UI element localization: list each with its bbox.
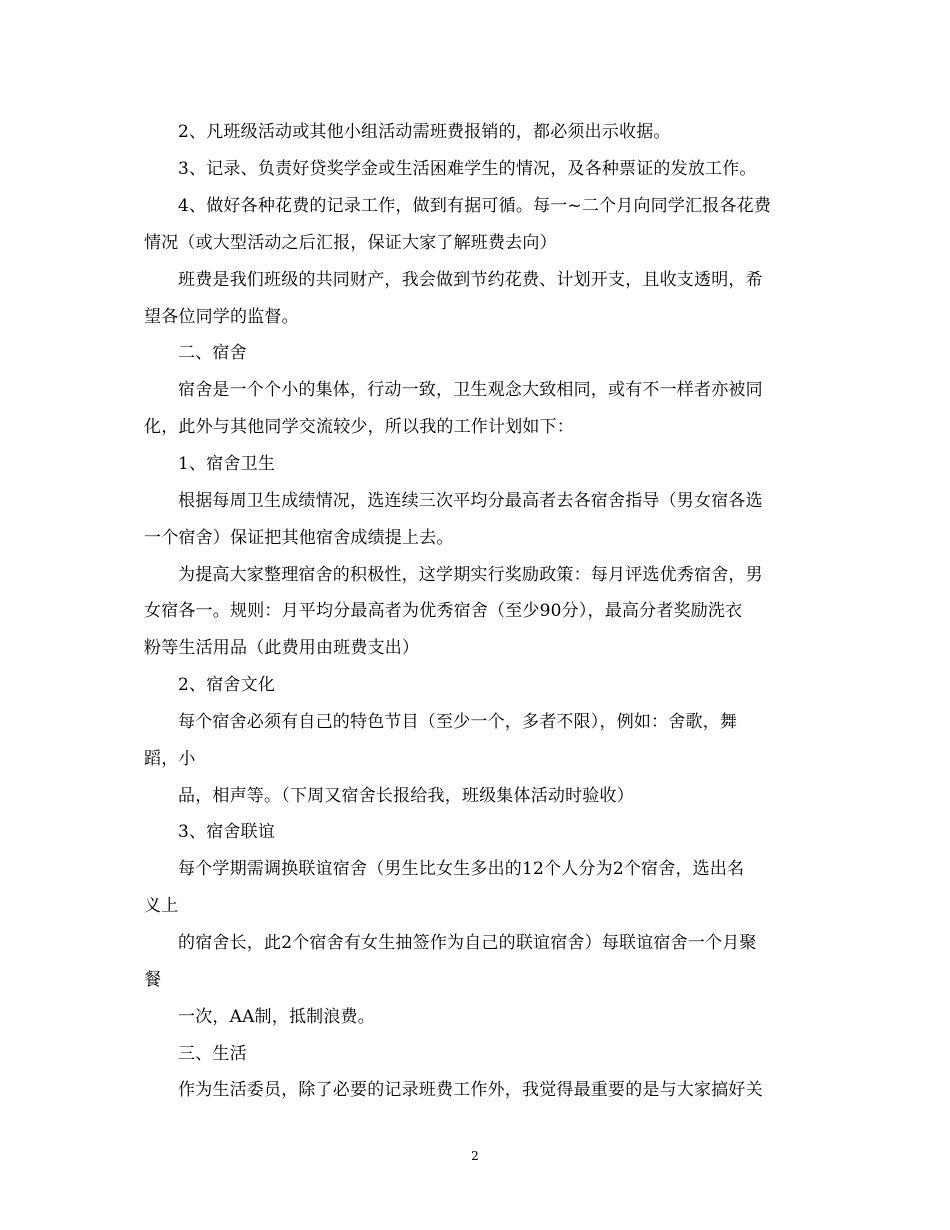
- paragraph-line: 蹈，小: [144, 749, 196, 769]
- paragraph-line: 女宿各一。规则：月平均分最高者为优秀宿舍（至少90分），最高分者奖励洗衣: [144, 601, 743, 621]
- page-number: 2: [471, 1149, 479, 1163]
- paragraph-line: 2、凡班级活动或其他小组活动需班费报销的，都必须出示收据。: [178, 122, 671, 142]
- paragraph-line: 粉等生活用品（此费用由班费支出）: [144, 638, 420, 658]
- paragraph-line: 化，此外与其他同学交流较少，所以我的工作计划如下：: [144, 417, 574, 437]
- subsection-heading: 1、宿舍卫生: [178, 454, 276, 474]
- paragraph-line: 望各位同学的监督。: [144, 307, 299, 327]
- paragraph-line: 一个宿舍）保证把其他宿舍成绩提上去。: [144, 528, 454, 548]
- paragraph-line: 每个学期需调换联谊宿舍（男生比女生多出的12个人分为2个宿舍，选出名: [178, 859, 745, 879]
- paragraph-line: 根据每周卫生成绩情况，选连续三次平均分最高者去各宿舍指导（男女宿各选: [178, 491, 763, 511]
- paragraph-line: 每个宿舍必须有自己的特色节目（至少一个，多者不限），例如：舍歌，舞: [178, 712, 738, 732]
- subsection-heading: 2、宿舍文化: [178, 675, 276, 695]
- paragraph-line: 一次，AA制，抵制浪费。: [178, 1007, 375, 1027]
- paragraph-line: 作为生活委员，除了必要的记录班费工作外，我觉得最重要的是与大家搞好关: [178, 1080, 763, 1100]
- paragraph-line: 品，相声等。（下周又宿舍长报给我，班级集体活动时验收）: [178, 786, 634, 806]
- paragraph-line: 情况（或大型活动之后汇报，保证大家了解班费去向）: [144, 233, 557, 253]
- paragraph-line: 4、做好各种花费的记录工作，做到有据可循。每一~二个月向同学汇报各花费: [178, 196, 772, 216]
- section-heading: 三、生活: [178, 1044, 247, 1064]
- paragraph-line: 宿舍是一个个小的集体，行动一致，卫生观念大致相同，或有不一样者亦被同: [178, 380, 763, 400]
- paragraph-line: 为提高大家整理宿舍的积极性，这学期实行奖励政策：每月评选优秀宿舍，男: [178, 565, 763, 585]
- section-heading: 二、宿舍: [178, 343, 247, 363]
- paragraph-line: 班费是我们班级的共同财产，我会做到节约花费、计划开支，且收支透明，希: [178, 270, 763, 290]
- subsection-heading: 3、宿舍联谊: [178, 822, 276, 842]
- paragraph-line: 义上: [144, 896, 179, 916]
- paragraph-line: 3、记录、负责好贷奖学金或生活困难学生的情况，及各种票证的发放工作。: [178, 159, 757, 179]
- paragraph-line: 的宿舍长，此2个宿舍有女生抽签作为自己的联谊宿舍）每联谊宿舍一个月聚: [178, 933, 757, 953]
- paragraph-line: 餐: [144, 970, 162, 990]
